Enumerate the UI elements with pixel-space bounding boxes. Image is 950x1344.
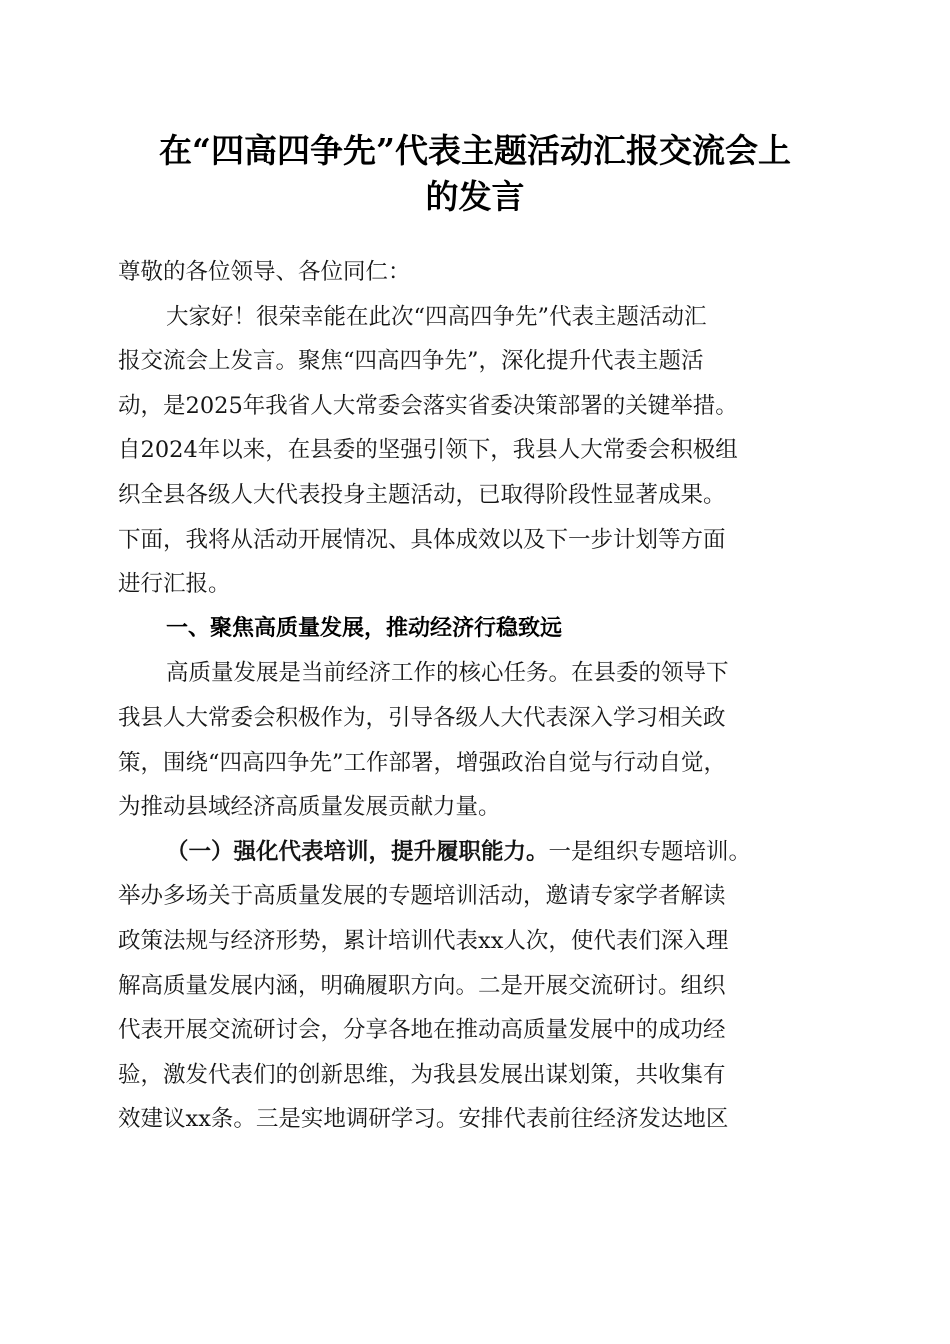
paragraph-line: 政策法规与经济形势，累计培训代表xx人次，使代表们深入理 — [118, 927, 729, 954]
section-heading-1: 一、聚焦高质量发展，推动经济行稳致远 — [166, 615, 563, 641]
paragraph-line: 我县人大常委会积极作为，引导各级人大代表深入学习相关政 — [118, 704, 726, 731]
intro-line: 进行汇报。 — [118, 571, 231, 598]
subsection-first-line — [118, 830, 838, 875]
intro-line: 织全县各级人大代表投身主题活动，已取得阶段性显著成果。 — [118, 481, 726, 508]
paragraph-line: 高质量发展是当前经济工作的核心任务。在县委的领导下 — [166, 660, 729, 687]
paragraph-line: 为推动县域经济高质量发展贡献力量。 — [118, 794, 501, 821]
section1-paragraph — [118, 651, 838, 829]
document-title — [100, 128, 850, 220]
document-body — [118, 250, 838, 1142]
title-line-1: 在“四高四争先”代表主题活动汇报交流会上 — [159, 131, 791, 170]
paragraph-line: 举办多场关于高质量发展的专题培训活动，邀请专家学者解读 — [118, 883, 726, 910]
paragraph-line: 代表开展交流研讨会，分享各地在推动高质量发展中的成功经 — [118, 1017, 726, 1044]
intro-paragraph — [118, 295, 838, 607]
paragraph-line: 验，激发代表们的创新思维，为我县发展出谋划策，共收集有 — [118, 1061, 726, 1088]
subsection-first-line-rest: 一是组织专题培训。 — [548, 838, 752, 865]
paragraph-line: 策，围绕“四高四争先”工作部署，增强政治自觉与行动自觉， — [118, 749, 727, 776]
paragraph-line: 解高质量发展内涵，明确履职方向。二是开展交流研讨。组织 — [118, 972, 726, 999]
subsection-1-paragraph — [118, 830, 838, 1142]
salutation: 尊敬的各位领导、各位同仁： — [118, 259, 411, 285]
intro-line: 大家好！很荣幸能在此次“四高四争先”代表主题活动汇 — [166, 303, 707, 330]
intro-line: 报交流会上发言。聚焦“四高四争先”，深化提升代表主题活 — [118, 348, 704, 375]
subsection-heading-1: （一）强化代表培训，提升履职能力。 — [166, 838, 549, 865]
intro-line: 动，是2025年我省人大常委会落实省委决策部署的关键举措。 — [118, 392, 738, 419]
paragraph-line: 效建议xx条。三是实地调研学习。安排代表前往经济发达地区 — [118, 1106, 729, 1133]
intro-line: 自2024年以来，在县委的坚强引领下，我县人大常委会积极组 — [118, 437, 738, 464]
intro-line: 下面，我将从活动开展情况、具体成效以及下一步计划等方面 — [118, 526, 726, 553]
title-line-2: 的发言 — [425, 177, 525, 216]
